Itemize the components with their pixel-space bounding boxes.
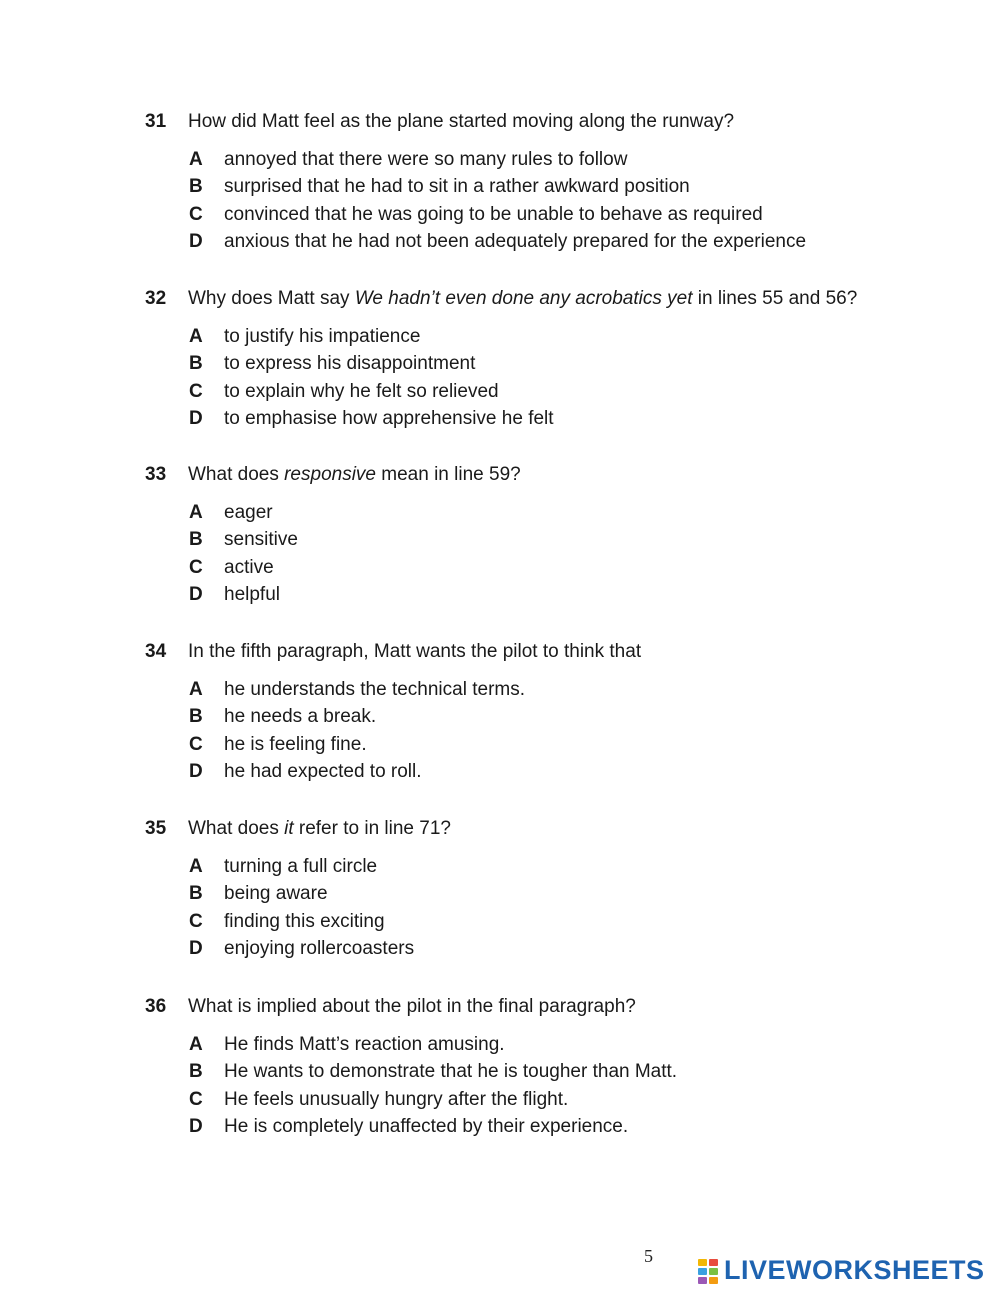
option-letter: D	[189, 583, 203, 605]
logo-square	[709, 1277, 718, 1284]
option-letter: A	[189, 149, 203, 170]
option-b[interactable]	[0, 350, 1000, 377]
question-number: 33	[145, 464, 167, 485]
question-number: 35	[145, 818, 167, 839]
options-list	[0, 146, 1000, 255]
option-a[interactable]	[0, 323, 1000, 350]
option-c[interactable]	[0, 554, 1000, 581]
option-letter: A	[189, 1034, 203, 1055]
options-list	[0, 1031, 1000, 1140]
option-letter: D	[189, 1115, 203, 1137]
option-letter: B	[189, 706, 203, 728]
option-c[interactable]	[0, 378, 1000, 405]
question-text: In the fifth paragraph, Matt wants the pilot to think that	[188, 641, 642, 662]
option-letter: A	[189, 502, 203, 523]
option-a[interactable]	[0, 146, 1000, 173]
question-text: What does it refer to in line 71?	[188, 818, 451, 839]
option-letter: B	[189, 1061, 203, 1083]
option-letter: B	[189, 353, 203, 375]
question-header	[0, 108, 1000, 136]
option-text: He wants to demonstrate that he is tougher than Matt.	[224, 1061, 678, 1083]
option-d[interactable]	[0, 758, 1000, 785]
option-text: he is feeling fine.	[224, 733, 367, 755]
option-letter: C	[189, 380, 203, 402]
option-text: active	[224, 556, 274, 578]
logo-square	[709, 1268, 718, 1275]
option-letter: A	[189, 856, 203, 877]
option-text: annoyed that there were so many rules to follow	[224, 149, 628, 170]
option-c[interactable]	[0, 201, 1000, 228]
question-text: How did Matt feel as the plane started moving along the runway?	[188, 111, 735, 132]
option-letter: C	[189, 203, 203, 225]
option-c[interactable]	[0, 908, 1000, 935]
option-a[interactable]	[0, 499, 1000, 526]
option-text: anxious that he had not been adequately prepared for the experience	[224, 230, 807, 252]
option-c[interactable]	[0, 1086, 1000, 1113]
logo-square	[698, 1268, 707, 1275]
option-d[interactable]	[0, 935, 1000, 962]
question-number: 34	[145, 641, 167, 662]
question-31	[0, 108, 1000, 252]
option-text: finding this exciting	[224, 910, 385, 932]
liveworksheets-logo-icon	[698, 1257, 720, 1283]
option-letter: D	[189, 230, 203, 252]
option-text: turning a full circle	[224, 856, 378, 877]
option-letter: D	[189, 760, 203, 782]
question-header	[0, 638, 1000, 666]
liveworksheets-brand-text: LIVEWORKSHEETS	[724, 1255, 985, 1285]
question-34	[0, 638, 1000, 782]
option-b[interactable]	[0, 1058, 1000, 1085]
option-text: surprised that he had to sit in a rather awkward position	[224, 176, 690, 198]
option-letter: C	[189, 910, 203, 932]
question-text: Why does Matt say We hadn’t even done any acrobatics yet in lines 55 and 56?	[188, 288, 858, 309]
options-list	[0, 499, 1000, 608]
logo-square	[709, 1259, 718, 1266]
option-text: convinced that he was going to be unable to behave as required	[224, 203, 763, 225]
question-text: What is implied about the pilot in the final paragraph?	[188, 996, 636, 1017]
option-text: being aware	[224, 883, 328, 905]
option-letter: A	[189, 679, 203, 700]
question-36	[0, 993, 1000, 1137]
question-text: What does responsive mean in line 59?	[188, 464, 521, 485]
question-header	[0, 285, 1000, 313]
option-a[interactable]	[0, 676, 1000, 703]
option-text: He finds Matt’s reaction amusing.	[224, 1034, 505, 1055]
option-text: to emphasise how apprehensive he felt	[224, 407, 554, 429]
option-d[interactable]	[0, 1113, 1000, 1140]
option-b[interactable]	[0, 173, 1000, 200]
option-text: he needs a break.	[224, 706, 377, 728]
question-number: 36	[145, 996, 167, 1017]
option-letter: C	[189, 1088, 203, 1110]
option-text: to explain why he felt so relieved	[224, 380, 499, 402]
question-header	[0, 461, 1000, 489]
option-a[interactable]	[0, 853, 1000, 880]
option-text: enjoying rollercoasters	[224, 937, 415, 959]
option-text: to justify his impatience	[224, 326, 421, 347]
question-header	[0, 815, 1000, 843]
option-d[interactable]	[0, 228, 1000, 255]
page-number: 5	[644, 1246, 653, 1266]
option-text: to express his disappointment	[224, 353, 476, 375]
question-35	[0, 815, 1000, 959]
logo-square	[698, 1277, 707, 1284]
options-list	[0, 676, 1000, 785]
logo-square	[698, 1259, 707, 1266]
option-text: he had expected to roll.	[224, 760, 422, 782]
option-letter: C	[189, 556, 203, 578]
options-list	[0, 853, 1000, 962]
option-text: He feels unusually hungry after the flight.	[224, 1088, 569, 1110]
option-a[interactable]	[0, 1031, 1000, 1058]
option-b[interactable]	[0, 526, 1000, 553]
option-letter: A	[189, 326, 203, 347]
question-header	[0, 993, 1000, 1021]
option-letter: B	[189, 176, 203, 198]
option-letter: B	[189, 529, 203, 551]
question-33	[0, 461, 1000, 605]
option-text: sensitive	[224, 529, 298, 551]
question-number: 32	[145, 288, 167, 309]
option-letter: B	[189, 883, 203, 905]
option-text: He is completely unaffected by their experience.	[224, 1115, 629, 1137]
option-text: helpful	[224, 583, 280, 605]
option-b[interactable]	[0, 703, 1000, 730]
option-d[interactable]	[0, 581, 1000, 608]
liveworksheets-logo[interactable]	[698, 1254, 985, 1286]
question-number: 31	[145, 111, 167, 132]
option-text: eager	[224, 502, 273, 523]
option-letter: D	[189, 407, 203, 429]
option-b[interactable]	[0, 880, 1000, 907]
question-32	[0, 285, 1000, 429]
option-d[interactable]	[0, 405, 1000, 432]
option-c[interactable]	[0, 731, 1000, 758]
options-list	[0, 323, 1000, 432]
option-text: he understands the technical terms.	[224, 679, 526, 700]
option-letter: C	[189, 733, 203, 755]
option-letter: D	[189, 937, 203, 959]
